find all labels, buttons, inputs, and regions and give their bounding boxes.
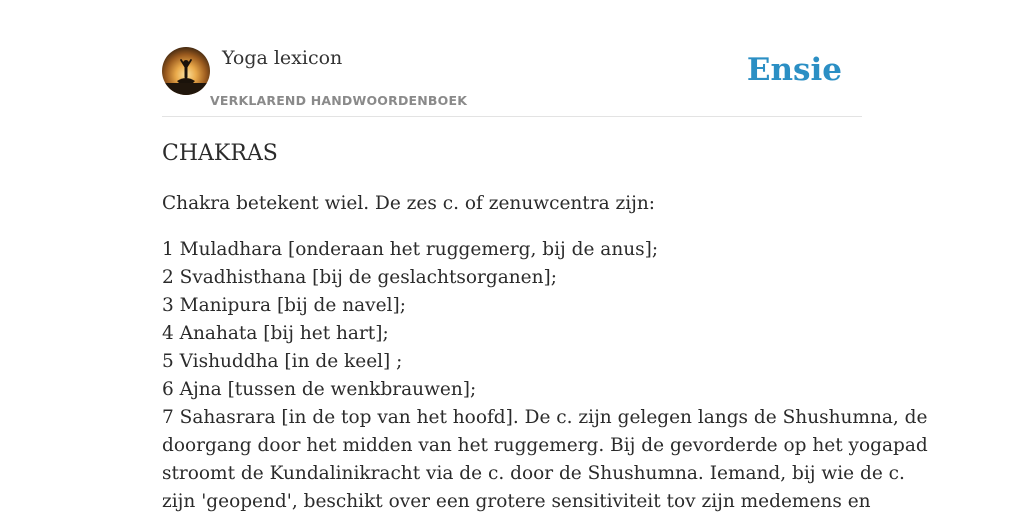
- list-item: 6 Ajna [tussen de wenkbrauwen];: [162, 379, 477, 400]
- yoga-lexicon-logo-icon[interactable]: [162, 47, 210, 95]
- chakra-list: [162, 236, 928, 512]
- paragraph-line: 7 Sahasrara [in de top van het hoofd]. De c. zijn gelegen langs de Shushumna, de: [162, 407, 928, 428]
- list-item: 1 Muladhara [onderaan het ruggemerg, bij de anus];: [162, 239, 659, 260]
- paragraph-line: stroomt de Kundalinikracht via de c. door de Shushumna. Iemand, bij wie de c.: [162, 463, 905, 484]
- list-item: 5 Vishuddha [in de keel] ;: [162, 351, 403, 372]
- list-item-last-paragraph: [162, 404, 928, 512]
- entry-intro: Chakra betekent wiel. De zes c. of zenuwcentra zijn:: [162, 193, 656, 214]
- list-item: 2 Svadhisthana [bij de geslachtsorganen];: [162, 267, 557, 288]
- list-item: 4 Anahata [bij het hart];: [162, 323, 389, 344]
- site-subtitle: VERKLAREND HANDWOORDENBOEK: [210, 93, 468, 108]
- paragraph-line: doorgang door het midden van het ruggemerg. Bij de gevorderde op het yogapad: [162, 435, 928, 456]
- site-header: [162, 44, 862, 117]
- entry-title: CHAKRAS: [162, 141, 278, 166]
- entry-content: [162, 138, 928, 512]
- paragraph-line: zijn 'geopend', beschikt over een grotere sensitiviteit tov zijn medemens en: [162, 491, 871, 512]
- site-title-link[interactable]: Yoga lexicon: [222, 47, 343, 69]
- yoga-meditation-sunset-icon: [162, 47, 210, 95]
- ensie-brand-link[interactable]: Ensie: [746, 52, 842, 88]
- list-item: 3 Manipura [bij de navel];: [162, 295, 406, 316]
